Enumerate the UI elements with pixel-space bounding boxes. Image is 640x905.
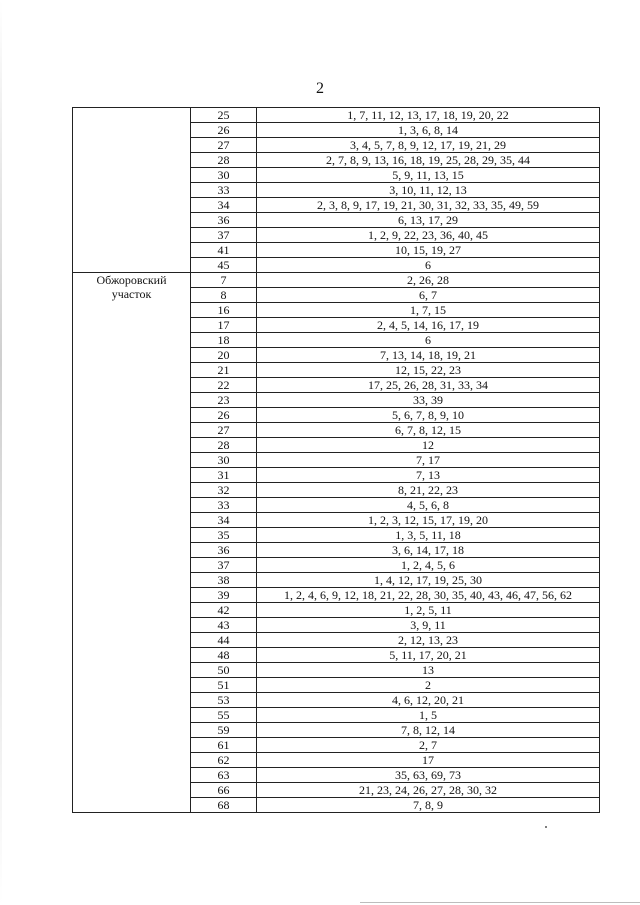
block-number-cell: 33 — [191, 183, 257, 198]
block-number-cell: 42 — [191, 603, 257, 618]
plot-numbers-cell: 2, 7 — [257, 738, 600, 753]
block-number-cell: 62 — [191, 753, 257, 768]
block-number-cell: 61 — [191, 738, 257, 753]
block-number-cell: 48 — [191, 648, 257, 663]
scan-edge — [0, 0, 2, 905]
plot-numbers-cell: 3, 9, 11 — [257, 618, 600, 633]
plot-numbers-cell: 7, 13 — [257, 468, 600, 483]
plot-numbers-cell: 3, 6, 14, 17, 18 — [257, 543, 600, 558]
block-number-cell: 23 — [191, 393, 257, 408]
plot-numbers-cell: 1, 2, 3, 12, 15, 17, 19, 20 — [257, 513, 600, 528]
block-number-cell: 20 — [191, 348, 257, 363]
plot-numbers-cell: 4, 6, 12, 20, 21 — [257, 693, 600, 708]
plot-numbers-cell: 6, 7 — [257, 288, 600, 303]
block-number-cell: 39 — [191, 588, 257, 603]
block-number-cell: 38 — [191, 573, 257, 588]
plot-numbers-cell: 1, 2, 9, 22, 23, 36, 40, 45 — [257, 228, 600, 243]
block-number-cell: 50 — [191, 663, 257, 678]
area-name-cell: Обжоровский участок — [73, 273, 191, 813]
block-number-cell: 30 — [191, 168, 257, 183]
block-number-cell: 53 — [191, 693, 257, 708]
block-number-cell: 18 — [191, 333, 257, 348]
block-number-cell: 63 — [191, 768, 257, 783]
plot-numbers-cell: 1, 7, 11, 12, 13, 17, 18, 19, 20, 22 — [257, 108, 600, 123]
plot-numbers-cell: 2, 4, 5, 14, 16, 17, 19 — [257, 318, 600, 333]
block-number-cell: 27 — [191, 138, 257, 153]
plot-numbers-cell: 7, 13, 14, 18, 19, 21 — [257, 348, 600, 363]
block-number-cell: 35 — [191, 528, 257, 543]
plot-numbers-cell: 3, 4, 5, 7, 8, 9, 12, 17, 19, 21, 29 — [257, 138, 600, 153]
table-row — [73, 273, 600, 288]
block-number-cell: 55 — [191, 708, 257, 723]
block-number-cell: 21 — [191, 363, 257, 378]
block-number-cell: 44 — [191, 633, 257, 648]
plot-numbers-cell: 7, 17 — [257, 453, 600, 468]
block-number-cell: 34 — [191, 513, 257, 528]
plot-numbers-cell: 12, 15, 22, 23 — [257, 363, 600, 378]
block-number-cell: 25 — [191, 108, 257, 123]
block-number-cell: 32 — [191, 483, 257, 498]
block-number-cell: 26 — [191, 123, 257, 138]
block-number-cell: 31 — [191, 468, 257, 483]
plot-numbers-cell: 6 — [257, 258, 600, 273]
plot-numbers-cell: 1, 3, 5, 11, 18 — [257, 528, 600, 543]
block-number-cell: 36 — [191, 543, 257, 558]
forest-plots-table — [72, 107, 600, 813]
plot-numbers-cell: 5, 6, 7, 8, 9, 10 — [257, 408, 600, 423]
page-number: 2 — [316, 80, 324, 97]
plot-numbers-cell: 4, 5, 6, 8 — [257, 498, 600, 513]
table-row — [73, 108, 600, 123]
plot-numbers-cell: 10, 15, 19, 27 — [257, 243, 600, 258]
block-number-cell: 51 — [191, 678, 257, 693]
scan-speck — [545, 826, 547, 828]
plot-numbers-cell: 5, 11, 17, 20, 21 — [257, 648, 600, 663]
block-number-cell: 68 — [191, 798, 257, 813]
plot-numbers-cell: 21, 23, 24, 26, 27, 28, 30, 32 — [257, 783, 600, 798]
plot-numbers-cell: 6, 7, 8, 12, 15 — [257, 423, 600, 438]
block-number-cell: 41 — [191, 243, 257, 258]
block-number-cell: 33 — [191, 498, 257, 513]
plot-numbers-cell: 1, 7, 15 — [257, 303, 600, 318]
plot-numbers-cell: 1, 2, 4, 6, 9, 12, 18, 21, 22, 28, 30, 35, 40, 43, 46, 47, 56, 62 — [257, 588, 600, 603]
block-number-cell: 37 — [191, 558, 257, 573]
area-name-cell — [73, 108, 191, 273]
plot-numbers-cell: 6 — [257, 333, 600, 348]
plot-numbers-cell: 7, 8, 12, 14 — [257, 723, 600, 738]
block-number-cell: 59 — [191, 723, 257, 738]
block-number-cell: 36 — [191, 213, 257, 228]
plot-numbers-cell: 7, 8, 9 — [257, 798, 600, 813]
plot-numbers-cell: 1, 2, 4, 5, 6 — [257, 558, 600, 573]
plot-numbers-cell: 2, 3, 8, 9, 17, 19, 21, 30, 31, 32, 33, 35, 49, 59 — [257, 198, 600, 213]
block-number-cell: 37 — [191, 228, 257, 243]
plot-numbers-cell: 17, 25, 26, 28, 31, 33, 34 — [257, 378, 600, 393]
plot-numbers-cell: 1, 3, 6, 8, 14 — [257, 123, 600, 138]
block-number-cell: 45 — [191, 258, 257, 273]
block-number-cell: 66 — [191, 783, 257, 798]
plot-numbers-cell: 12 — [257, 438, 600, 453]
plot-numbers-cell: 5, 9, 11, 13, 15 — [257, 168, 600, 183]
table-body — [73, 108, 600, 813]
plot-numbers-cell: 2 — [257, 678, 600, 693]
block-number-cell: 28 — [191, 153, 257, 168]
plot-numbers-cell: 17 — [257, 753, 600, 768]
block-number-cell: 28 — [191, 438, 257, 453]
plot-numbers-cell: 1, 5 — [257, 708, 600, 723]
block-number-cell: 43 — [191, 618, 257, 633]
plot-numbers-cell: 13 — [257, 663, 600, 678]
block-number-cell: 26 — [191, 408, 257, 423]
plot-numbers-cell: 1, 2, 5, 11 — [257, 603, 600, 618]
scan-edge-bottom — [360, 902, 640, 903]
plot-numbers-cell: 2, 12, 13, 23 — [257, 633, 600, 648]
plot-numbers-cell: 1, 4, 12, 17, 19, 25, 30 — [257, 573, 600, 588]
block-number-cell: 22 — [191, 378, 257, 393]
plot-numbers-cell: 2, 26, 28 — [257, 273, 600, 288]
plot-numbers-cell: 3, 10, 11, 12, 13 — [257, 183, 600, 198]
block-number-cell: 27 — [191, 423, 257, 438]
plot-numbers-cell: 6, 13, 17, 29 — [257, 213, 600, 228]
block-number-cell: 7 — [191, 273, 257, 288]
block-number-cell: 30 — [191, 453, 257, 468]
block-number-cell: 17 — [191, 318, 257, 333]
plot-numbers-cell: 33, 39 — [257, 393, 600, 408]
plot-numbers-cell: 2, 7, 8, 9, 13, 16, 18, 19, 25, 28, 29, 35, 44 — [257, 153, 600, 168]
plot-numbers-cell: 35, 63, 69, 73 — [257, 768, 600, 783]
block-number-cell: 16 — [191, 303, 257, 318]
plot-numbers-cell: 8, 21, 22, 23 — [257, 483, 600, 498]
block-number-cell: 8 — [191, 288, 257, 303]
block-number-cell: 34 — [191, 198, 257, 213]
